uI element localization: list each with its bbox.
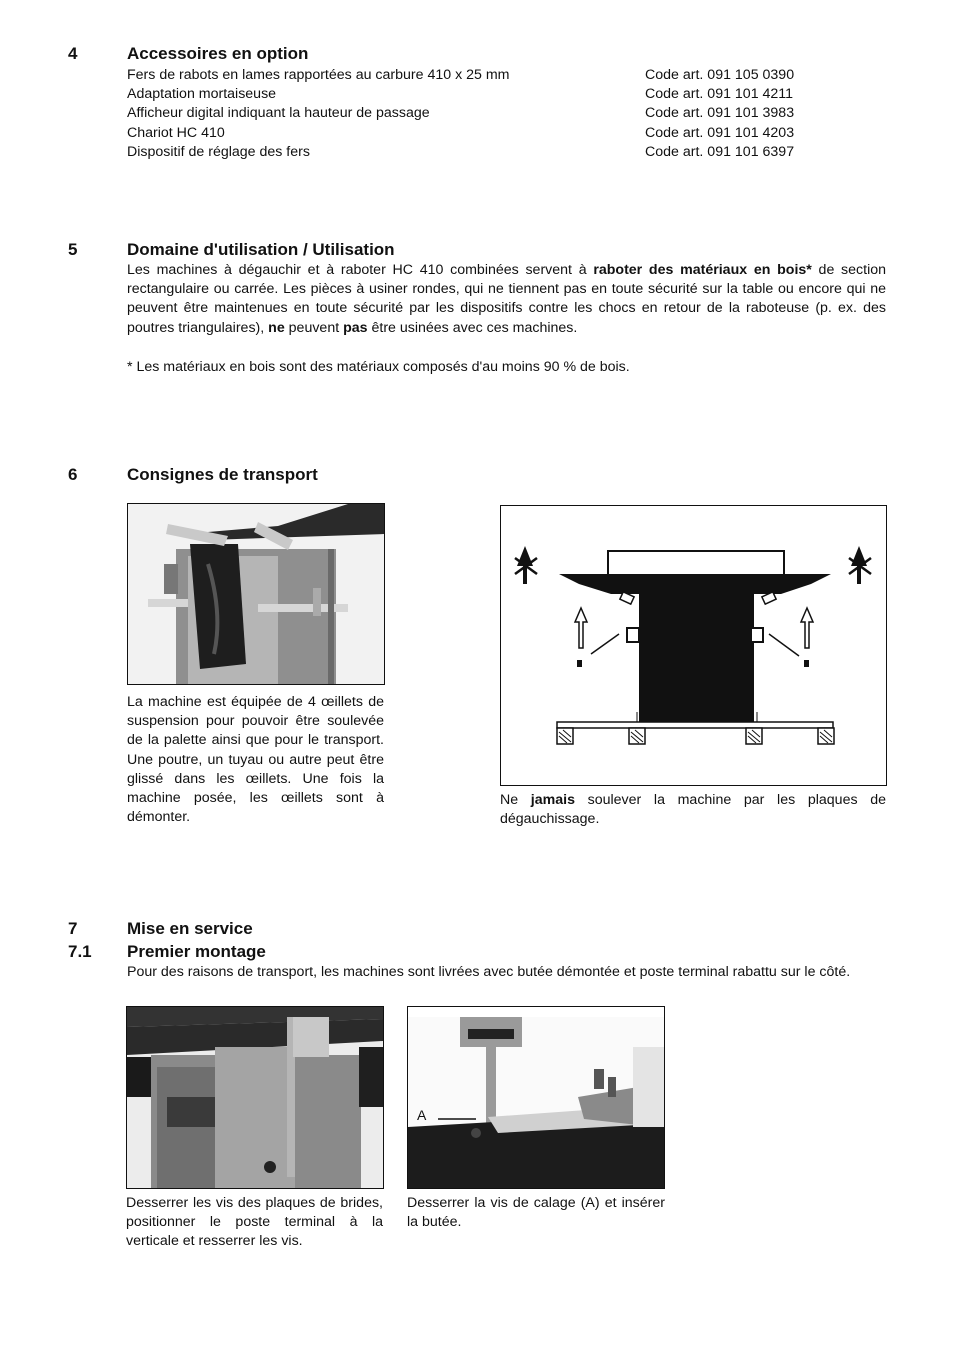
fence-screw-caption: Desserrer la vis de calage (A) et insérer la butée. bbox=[407, 1195, 665, 1231]
terminal-post-caption: Desserrer les vis des plaques de brides, positionner le poste terminal à la verticale et resserrer les vis. bbox=[126, 1195, 383, 1250]
section-7-intro: Pour des raisons de transport, les machines sont livrées avec butée démontée et poste terminal rabattu sur le côté. bbox=[127, 964, 851, 980]
section-5-number: 5 bbox=[68, 240, 78, 259]
terminal-post-illustration bbox=[127, 1007, 383, 1188]
terminal-post-photo bbox=[126, 1006, 384, 1189]
section-7-1-number: 7.1 bbox=[68, 942, 92, 961]
lifting-eyes-caption: La machine est équipée de 4 œillets de suspension pour pouvoir être soulevée de la palette ainsi que pour le transport. Une poutre, un tuyau ou autre peut être glissé dans les œillets. Une fois la machine posée, les œillets sont à démonter. bbox=[127, 694, 384, 826]
accessory-code-1: Code art. 091 105 0390 bbox=[645, 67, 795, 83]
accessory-name-4: Chariot HC 410 bbox=[127, 125, 225, 141]
accessory-name-2: Adaptation mortaiseuse bbox=[127, 86, 277, 102]
section-7-number: 7 bbox=[68, 919, 78, 938]
accessory-name-3: Afficheur digital indiquant la hauteur de passage bbox=[127, 105, 430, 121]
accessory-code-3: Code art. 091 101 3983 bbox=[645, 105, 795, 121]
section-6-number: 6 bbox=[68, 465, 78, 484]
fence-screw-photo bbox=[407, 1006, 665, 1189]
lifting-warning-diagram bbox=[500, 505, 887, 786]
accessory-code-2: Code art. 091 101 4211 bbox=[645, 86, 794, 102]
accessory-code-5: Code art. 091 101 6397 bbox=[645, 144, 795, 160]
lifting-warning-caption: Ne jamais soulever la machine par les plaques de dégauchissage. bbox=[500, 792, 886, 828]
section-6-title: Consignes de transport bbox=[127, 465, 318, 484]
accessory-code-4: Code art. 091 101 4203 bbox=[645, 125, 795, 141]
section-7-1-title: Premier montage bbox=[127, 942, 266, 961]
fence-screw-illustration bbox=[408, 1007, 664, 1188]
machine-lifting-eyes-photo bbox=[127, 503, 385, 685]
section-4-number: 4 bbox=[68, 44, 78, 63]
screw-label-a: A bbox=[417, 1107, 427, 1123]
section-7-title: Mise en service bbox=[127, 919, 253, 938]
section-4-title: Accessoires en option bbox=[127, 44, 309, 63]
machine-photo-illustration bbox=[128, 504, 384, 684]
accessory-name-5: Dispositif de réglage des fers bbox=[127, 144, 310, 160]
accessory-name-1: Fers de rabots en lames rapportées au carbure 410 x 25 mm bbox=[127, 67, 510, 83]
section-5-footnote: * Les matériaux en bois sont des matériaux composés d'au moins 90 % de bois. bbox=[127, 359, 630, 375]
section-5-paragraph: Les machines à dégauchir et à raboter HC 410 combinées servent à raboter des matériaux en bois* de section rectangulaire ou carrée. Les pièces à usiner rondes, qui ne tiennent pas en toute sécurité sur la table ou encore qui ne peuvent être maintenues en toute sécurité par les dispositifs contre les chocs en retour de la raboteuse (p. ex. des poutres triangulaires), ne peuvent pas être usinées avec ces machines. bbox=[127, 262, 887, 336]
lifting-warning-drawing bbox=[501, 506, 886, 785]
section-5-title: Domaine d'utilisation / Utilisation bbox=[127, 240, 395, 259]
